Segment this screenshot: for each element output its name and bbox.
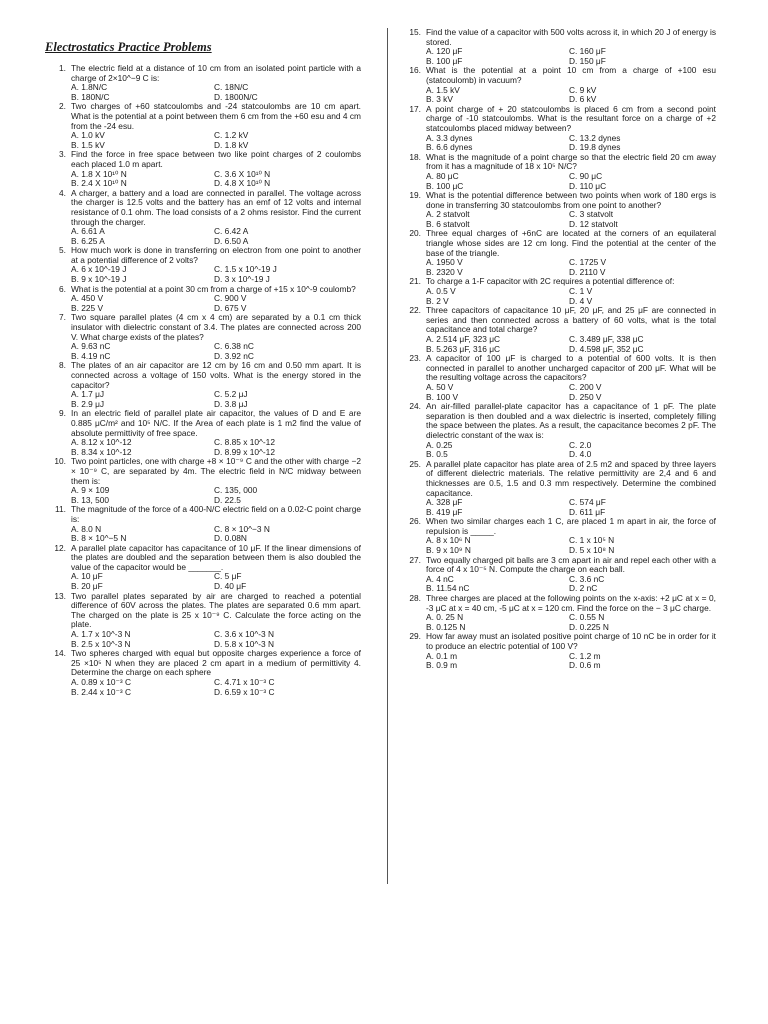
answer-option: D. 1.8 kV	[214, 139, 249, 150]
answer-option: A. 10 μF	[71, 571, 103, 582]
question-text: A capacitor of 100 μF is charged to a potential of 600 volts. It is then connected in parallel to another uncharged capacitor of 200 μF. What will be the resulting voltage across the capacitors?	[426, 353, 716, 383]
question-text: Three charges are placed at the following points on the x-axis: +2 μC at x = 0, -3 μC at x = 40 cm, -5 μC at x = 120 cm. Find the force on the − 3 μC charge.	[426, 593, 716, 613]
question-item	[400, 632, 716, 670]
question-number: 13.	[54, 590, 66, 601]
question-number: 29.	[409, 631, 421, 642]
answer-option: B. 2320 V	[426, 266, 463, 277]
answer-option: B. 6.25 A	[71, 235, 105, 246]
answer-option: C. 4.71 x 10⁻³ C	[214, 677, 275, 687]
answer-option: A. 6 x 10^-19 J	[71, 264, 127, 275]
answer-option: C. 574 μF	[569, 497, 606, 508]
question-text: The plates of an air capacitor are 12 cm by 16 cm and 0.50 mm apart. It is connected across a voltage of 150 volts. What is the energy stored in the capacitor?	[71, 360, 361, 390]
answer-option: D. 250 V	[569, 391, 602, 402]
answer-option: C. 900 V	[214, 293, 247, 304]
answer-choices	[426, 47, 716, 66]
answer-option: D. 6 kV	[569, 94, 597, 105]
question-item	[400, 28, 716, 66]
question-text: When two similar charges each 1 C, are placed 1 m apart in air, the force of repulsion is _____.	[426, 516, 716, 536]
answer-option: D. 611 μF	[569, 506, 606, 517]
answer-option: C. 160 μF	[569, 46, 606, 57]
answer-option: B. 2.44 x 10⁻³ C	[71, 686, 132, 697]
answer-option: B. 2.5 x 10^-3 N	[71, 638, 131, 649]
answer-option: C. 18N/C	[214, 82, 249, 93]
answer-option: D. 110 μC	[569, 180, 607, 191]
question-number: 9.	[59, 408, 66, 419]
answer-option: B. 225 V	[71, 302, 104, 313]
answer-option: A. 3.3 dynes	[426, 132, 473, 143]
answer-option: B. 6 statvolt	[426, 218, 470, 229]
page-title: Electrostatics Practice Problems	[45, 40, 212, 54]
answer-option: B. 2.4 X 10¹⁰ N	[71, 178, 127, 189]
answer-choices	[71, 294, 361, 313]
answer-choices	[71, 486, 361, 505]
answer-choices	[426, 172, 716, 191]
answer-option: A. 1.7 x 10^-3 N	[71, 629, 131, 640]
answer-choices	[71, 131, 361, 150]
answer-option: A. 1.0 kV	[71, 130, 105, 141]
question-item	[45, 361, 361, 409]
question-text: A parallel plate capacitor has capacitance of 10 μF. If the linear dimensions of the plates are doubled and the separation between them is also doubled the value of the capacitor would be _______.	[71, 542, 361, 572]
answer-choices	[71, 83, 361, 102]
right-column	[400, 28, 716, 884]
question-text: Two equally charged pit balls are 3 cm apart in air and repel each other with a force of 4 x 10⁻⁵ N. Compute the charge on each ball.	[426, 554, 716, 575]
question-number: 25.	[409, 458, 421, 469]
answer-option: B. 100 μC	[426, 180, 464, 191]
answer-choices	[71, 678, 361, 697]
question-item	[45, 505, 361, 543]
answer-choices	[426, 86, 716, 105]
question-item	[45, 150, 361, 188]
question-number: 20.	[409, 228, 421, 239]
answer-option: C. 200 V	[569, 381, 602, 392]
question-number: 7.	[59, 312, 66, 323]
answer-option: A. 8.12 x 10^-12	[71, 437, 132, 448]
question-number: 3.	[59, 149, 66, 160]
answer-option: B. 9 x 10⁹ N	[426, 545, 471, 556]
answer-choices	[426, 335, 716, 354]
answer-option: B. 0.125 N	[426, 621, 466, 632]
answer-option: A. 9 × 109	[71, 485, 110, 496]
answer-option: C. 9 kV	[569, 84, 597, 95]
answer-option: D. 0.6 m	[569, 660, 601, 671]
question-text: What is the potential at a point 30 cm from a charge of +15 x 10^-9 coulomb?	[71, 283, 356, 294]
answer-option: D. 0.08N	[214, 533, 247, 544]
question-text: Three equal charges of +6nC are located at the corners of an equilateral triangle whose sides are 12 cm long. Find the potential at the center of the base of the triangle.	[426, 228, 716, 258]
answer-choices	[426, 210, 716, 229]
question-item	[400, 402, 716, 460]
question-text: Find the force in free space between two like point charges of 2 coulombs each placed 1.0 m apart.	[71, 149, 361, 169]
question-item	[400, 153, 716, 191]
answer-option: D. 6.59 x 10⁻³ C	[214, 686, 275, 697]
question-item	[45, 313, 361, 361]
answer-option: C. 1 x 10⁵ N	[569, 535, 615, 546]
answer-choices	[426, 498, 716, 517]
question-item	[400, 517, 716, 555]
answer-option: B. 11.54 nC	[426, 583, 470, 594]
answer-option: B. 20 μF	[71, 581, 103, 592]
answer-option: C. 5 μF	[214, 571, 242, 582]
answer-option: D. 0.225 N	[569, 621, 609, 632]
answer-option: C. 1.5 x 10^-19 J	[214, 264, 277, 275]
answer-option: C. 3.489 μF, 338 μC	[569, 334, 644, 344]
question-number: 2.	[59, 101, 66, 112]
question-text: How much work is done in transferring on electron from one point to another at a potential difference of 2 volts?	[71, 245, 361, 265]
answer-choices	[426, 134, 716, 153]
question-number: 27.	[409, 554, 421, 565]
question-number: 16.	[409, 65, 421, 76]
answer-option: A. 1.8 X 10¹⁰ N	[71, 168, 127, 179]
question-text: A parallel plate capacitor has plate area of 2.5 m2 and spaced by three layers of different dielectric materials. The relative permittivity are 2,4 and 6 and thicknesses are 0.5, 1.5 and 0.3 mm respectively. Determine the combined capacitance.	[426, 458, 716, 498]
answer-option: A. 80 μC	[426, 170, 459, 181]
answer-option: C. 6.38 nC	[214, 341, 254, 352]
question-number: 23.	[409, 353, 421, 364]
question-text: Two point particles, one with charge +8 × 10⁻⁹ C and the other with charge −2 × 10⁻⁹ C, are separated by 4m. The electric field in N/C midway between them is:	[71, 456, 361, 486]
question-number: 14.	[54, 648, 66, 659]
question-number: 22.	[409, 305, 421, 316]
answer-choices	[426, 383, 716, 402]
answer-choices	[426, 287, 716, 306]
answer-option: C. 3 statvolt	[569, 209, 614, 220]
answer-option: D. 3.8 μJ	[214, 398, 248, 409]
answer-choices	[71, 390, 361, 409]
question-number: 8.	[59, 360, 66, 371]
answer-option: A. 450 V	[71, 293, 104, 304]
answer-option: B. 180N/C	[71, 91, 110, 102]
answer-option: A. 1.5 kV	[426, 84, 460, 95]
answer-option: D. 4.8 X 10¹⁰ N	[214, 178, 271, 189]
answer-option: A. 2.514 μF, 323 μC	[426, 334, 501, 344]
question-number: 10.	[54, 456, 66, 467]
answer-option: D. 675 V	[214, 302, 247, 313]
answer-option: B. 2.9 μJ	[71, 398, 105, 409]
question-item	[400, 306, 716, 354]
answer-option: A. 8.0 N	[71, 523, 102, 534]
answer-option: C. 1 V	[569, 286, 593, 297]
question-item	[400, 191, 716, 229]
question-item	[400, 277, 716, 306]
question-number: 17.	[409, 103, 421, 114]
question-item	[45, 544, 361, 592]
answer-option: B. 0.9 m	[426, 660, 458, 671]
answer-option: D. 2 nC	[569, 583, 598, 594]
answer-option: C. 90 μC	[569, 170, 603, 181]
question-text: The electric field at a distance of 10 cm from an isolated point particle with a charge of 2×10^−9 C is:	[71, 63, 361, 83]
question-text: The magnitude of the force of a 400-N/C electric field on a 0.02-C point charge is:	[71, 504, 361, 524]
answer-option: B. 3 kV	[426, 94, 453, 105]
answer-option: A. 0.89 x 10⁻³ C	[71, 677, 132, 687]
answer-option: C. 3.6 X 10¹⁰ N	[214, 168, 271, 179]
left-column	[45, 28, 361, 884]
question-text: A charger, a battery and a load are connected in parallel. The voltage across the charger is 12.5 volts and the battery has an emf of 12 volts and internal resistance of 0.1 ohm. The load consists of a 2 ohms resistor. Find the current through the charger.	[71, 187, 361, 227]
answer-option: A. 1.8N/C	[71, 82, 108, 93]
question-number: 6.	[59, 283, 66, 294]
answer-option: A. 4 nC	[426, 573, 454, 584]
answer-choices	[426, 441, 716, 460]
answer-option: D. 4.0	[569, 449, 592, 460]
answer-option: A. 2 statvolt	[426, 209, 470, 220]
question-number: 19.	[409, 190, 421, 201]
answer-choices	[71, 630, 361, 649]
question-item	[400, 66, 716, 104]
answer-option: C. 6.42 A	[214, 226, 249, 237]
answer-option: A. 0.25	[426, 439, 453, 450]
question-item	[400, 556, 716, 594]
answer-option: D. 40 μF	[214, 581, 247, 592]
answer-option: D. 22.5	[214, 494, 241, 505]
answer-option: C. 2.0	[569, 439, 592, 450]
question-number: 15.	[409, 27, 421, 37]
answer-option: D. 4 V	[569, 295, 593, 306]
answer-option: B. 6.6 dynes	[426, 142, 473, 153]
left-question-list	[45, 64, 361, 697]
answer-option: D. 4.598 μF, 352 μC	[569, 343, 644, 354]
question-item	[45, 246, 361, 284]
answer-option: C. 8 × 10^−3 N	[214, 523, 270, 534]
question-text: Find the value of a capacitor with 500 volts across it, in which 20 J of energy is stored.	[426, 27, 716, 47]
question-number: 4.	[59, 187, 66, 198]
answer-choices	[426, 575, 716, 594]
answer-option: A. 9.63 nC	[71, 341, 111, 352]
question-number: 24.	[409, 401, 421, 412]
question-text: An air-filled parallel-plate capacitor has a capacitance of 1 pF. The plate separation is then doubled and a wax dielectric is inserted, completely filling the space between the plates. As a result, the capacitance becomes 2 pF. The dielectric constant of the wax is:	[426, 401, 716, 440]
question-number: 21.	[409, 276, 421, 287]
answer-option: D. 12 statvolt	[569, 218, 618, 229]
question-text: What is the potential at a point 10 cm from a charge of +100 esu (statcoulomb) in vacuum?	[426, 65, 716, 85]
answer-option: A. 120 μF	[426, 46, 463, 57]
question-text: In an electric field of parallel plate air capacitor, the values of D and E are 0.885 μC/m² and 10⁵ N/C. If the Area of each plate is 1 m2 find the value of absolute permittivity of free space.	[71, 408, 361, 438]
question-number: 5.	[59, 245, 66, 256]
answer-option: A. 50 V	[426, 381, 454, 392]
answer-option: A. 328 μF	[426, 497, 463, 508]
answer-option: B. 9 x 10^-19 J	[71, 274, 127, 285]
question-item	[400, 105, 716, 153]
answer-option: A. 1950 V	[426, 257, 463, 268]
answer-option: C. 3.6 nC	[569, 573, 605, 584]
question-text: How far away must an isolated positive point charge of 10 nC be in order for it to produce an electric potential of 100 V?	[426, 631, 716, 651]
question-text: Two spheres charged with equal but opposite charges experience a force of 25 ×10⁵ N when they are placed 2 cm apart in a medium of permittivity 4. Determine the charge on each sphere	[71, 648, 361, 678]
answer-option: A. 0.5 V	[426, 286, 456, 297]
question-text: Two parallel plates separated by air are charged to reached a potential difference of 60V across the plates. The plates are separated 0.6 mm apart. The charged on the plate is 25 x 10⁻⁹ C. Calculate the force acting on the plate.	[71, 590, 361, 630]
answer-option: B. 1.5 kV	[71, 139, 105, 150]
answer-choices	[71, 265, 361, 284]
answer-option: C. 1725 V	[569, 257, 607, 268]
answer-option: D. 150 μF	[569, 55, 606, 66]
answer-option: D. 3.92 nC	[214, 350, 254, 361]
question-text: Three capacitors of capacitance 10 μF, 20 μF, and 25 μF are connected in series and then connected across a battery of 60 volts, what is the total capacitance and total charge?	[426, 305, 716, 335]
question-item	[45, 457, 361, 505]
answer-choices	[71, 342, 361, 361]
answer-choices	[71, 170, 361, 189]
question-text: To charge a 1-F capacitor with 2C requires a potential difference of:	[426, 276, 675, 287]
answer-option: C. 135, 000	[214, 485, 258, 496]
answer-option: B. 8.34 x 10^-12	[71, 446, 132, 457]
answer-option: A. 1.7 μJ	[71, 389, 105, 400]
answer-choices	[71, 525, 361, 544]
question-item	[45, 189, 361, 247]
answer-option: A. 0. 25 N	[426, 612, 464, 623]
answer-option: B. 13, 500	[71, 494, 110, 505]
question-number: 12.	[54, 542, 66, 553]
answer-option: C. 5.2 μJ	[214, 389, 248, 400]
answer-option: B. 419 μF	[426, 506, 463, 517]
question-text: A point charge of + 20 statcoulombs is placed 6 cm from a second point charge of -10 statcoulombs. What is the resultant force on a charge of +2 statcoulombs placed midway between?	[426, 103, 716, 133]
answer-choices	[426, 536, 716, 555]
answer-option: B. 0.5	[426, 449, 448, 460]
question-number: 1.	[59, 63, 66, 73]
answer-option: D. 3 x 10^-19 J	[214, 274, 270, 285]
question-item	[400, 460, 716, 518]
answer-option: B. 4.19 nC	[71, 350, 111, 361]
answer-option: D. 2110 V	[569, 266, 606, 277]
question-number: 28.	[409, 593, 421, 604]
answer-option: C. 1.2 m	[569, 650, 601, 661]
answer-option: A. 8 x 10⁶ N	[426, 535, 471, 546]
answer-option: D. 5.8 x 10^-3 N	[214, 638, 275, 649]
answer-option: D. 1800N/C	[214, 91, 258, 102]
column-divider	[387, 28, 388, 884]
answer-option: B. 100 V	[426, 391, 459, 402]
question-number: 26.	[409, 516, 421, 527]
question-text: Two charges of +60 statcoulombs and -24 statcoulombs are 10 cm apart. What is the potential at a point between them 6 cm from the +60 esu and 4 cm from the -24 esu.	[71, 101, 361, 131]
answer-option: B. 8 × 10^−5 N	[71, 533, 127, 544]
question-item	[45, 649, 361, 697]
right-question-list	[400, 28, 716, 671]
question-item	[400, 354, 716, 402]
answer-option: B. 2 V	[426, 295, 449, 306]
answer-option: C. 8.85 x 10^-12	[214, 437, 275, 448]
question-item	[45, 64, 361, 102]
question-number: 11.	[55, 504, 66, 515]
question-item	[45, 592, 361, 650]
question-text: What is the magnitude of a point charge so that the electric field 20 cm away from it has a magnitude of 18 x 10⁵ N/C?	[426, 151, 716, 172]
answer-option: C. 3.6 x 10^-3 N	[214, 629, 275, 640]
answer-option: D. 8.99 x 10^-12	[214, 446, 275, 457]
question-item	[45, 285, 361, 314]
question-number: 18.	[409, 151, 421, 162]
question-item	[45, 409, 361, 457]
answer-option: C. 1.2 kV	[214, 130, 249, 141]
answer-option: C. 13.2 dynes	[569, 132, 621, 143]
question-text: What is the potential difference between two points when work of 180 ergs is done in transferring 30 statcoulombs from one point to another?	[426, 190, 716, 210]
answer-choices	[426, 613, 716, 632]
question-item	[45, 102, 361, 150]
answer-choices	[71, 438, 361, 457]
question-text: Two square parallel plates (4 cm x 4 cm) are separated by a 0.1 cm thick insulator with dielectric constant of 3.4. The plates are connected across 200 V. What charge exists of the plates?	[71, 312, 361, 342]
answer-option: A. 6.61 A	[71, 226, 105, 237]
answer-choices	[426, 652, 716, 671]
answer-option: B. 100 μF	[426, 55, 463, 66]
answer-option: C. 0.55 N	[569, 612, 605, 623]
answer-choices	[426, 258, 716, 277]
question-item	[400, 594, 716, 632]
answer-option: D. 19.8 dynes	[569, 142, 621, 153]
answer-choices	[71, 227, 361, 246]
answer-option: D. 6.50 A	[214, 235, 249, 246]
answer-choices	[71, 572, 361, 591]
answer-option: A. 0.1 m	[426, 650, 458, 661]
question-item	[400, 229, 716, 277]
answer-option: D. 5 x 10⁸ N	[569, 545, 615, 556]
answer-option: B. 5.263 μF, 316 μC	[426, 343, 501, 354]
